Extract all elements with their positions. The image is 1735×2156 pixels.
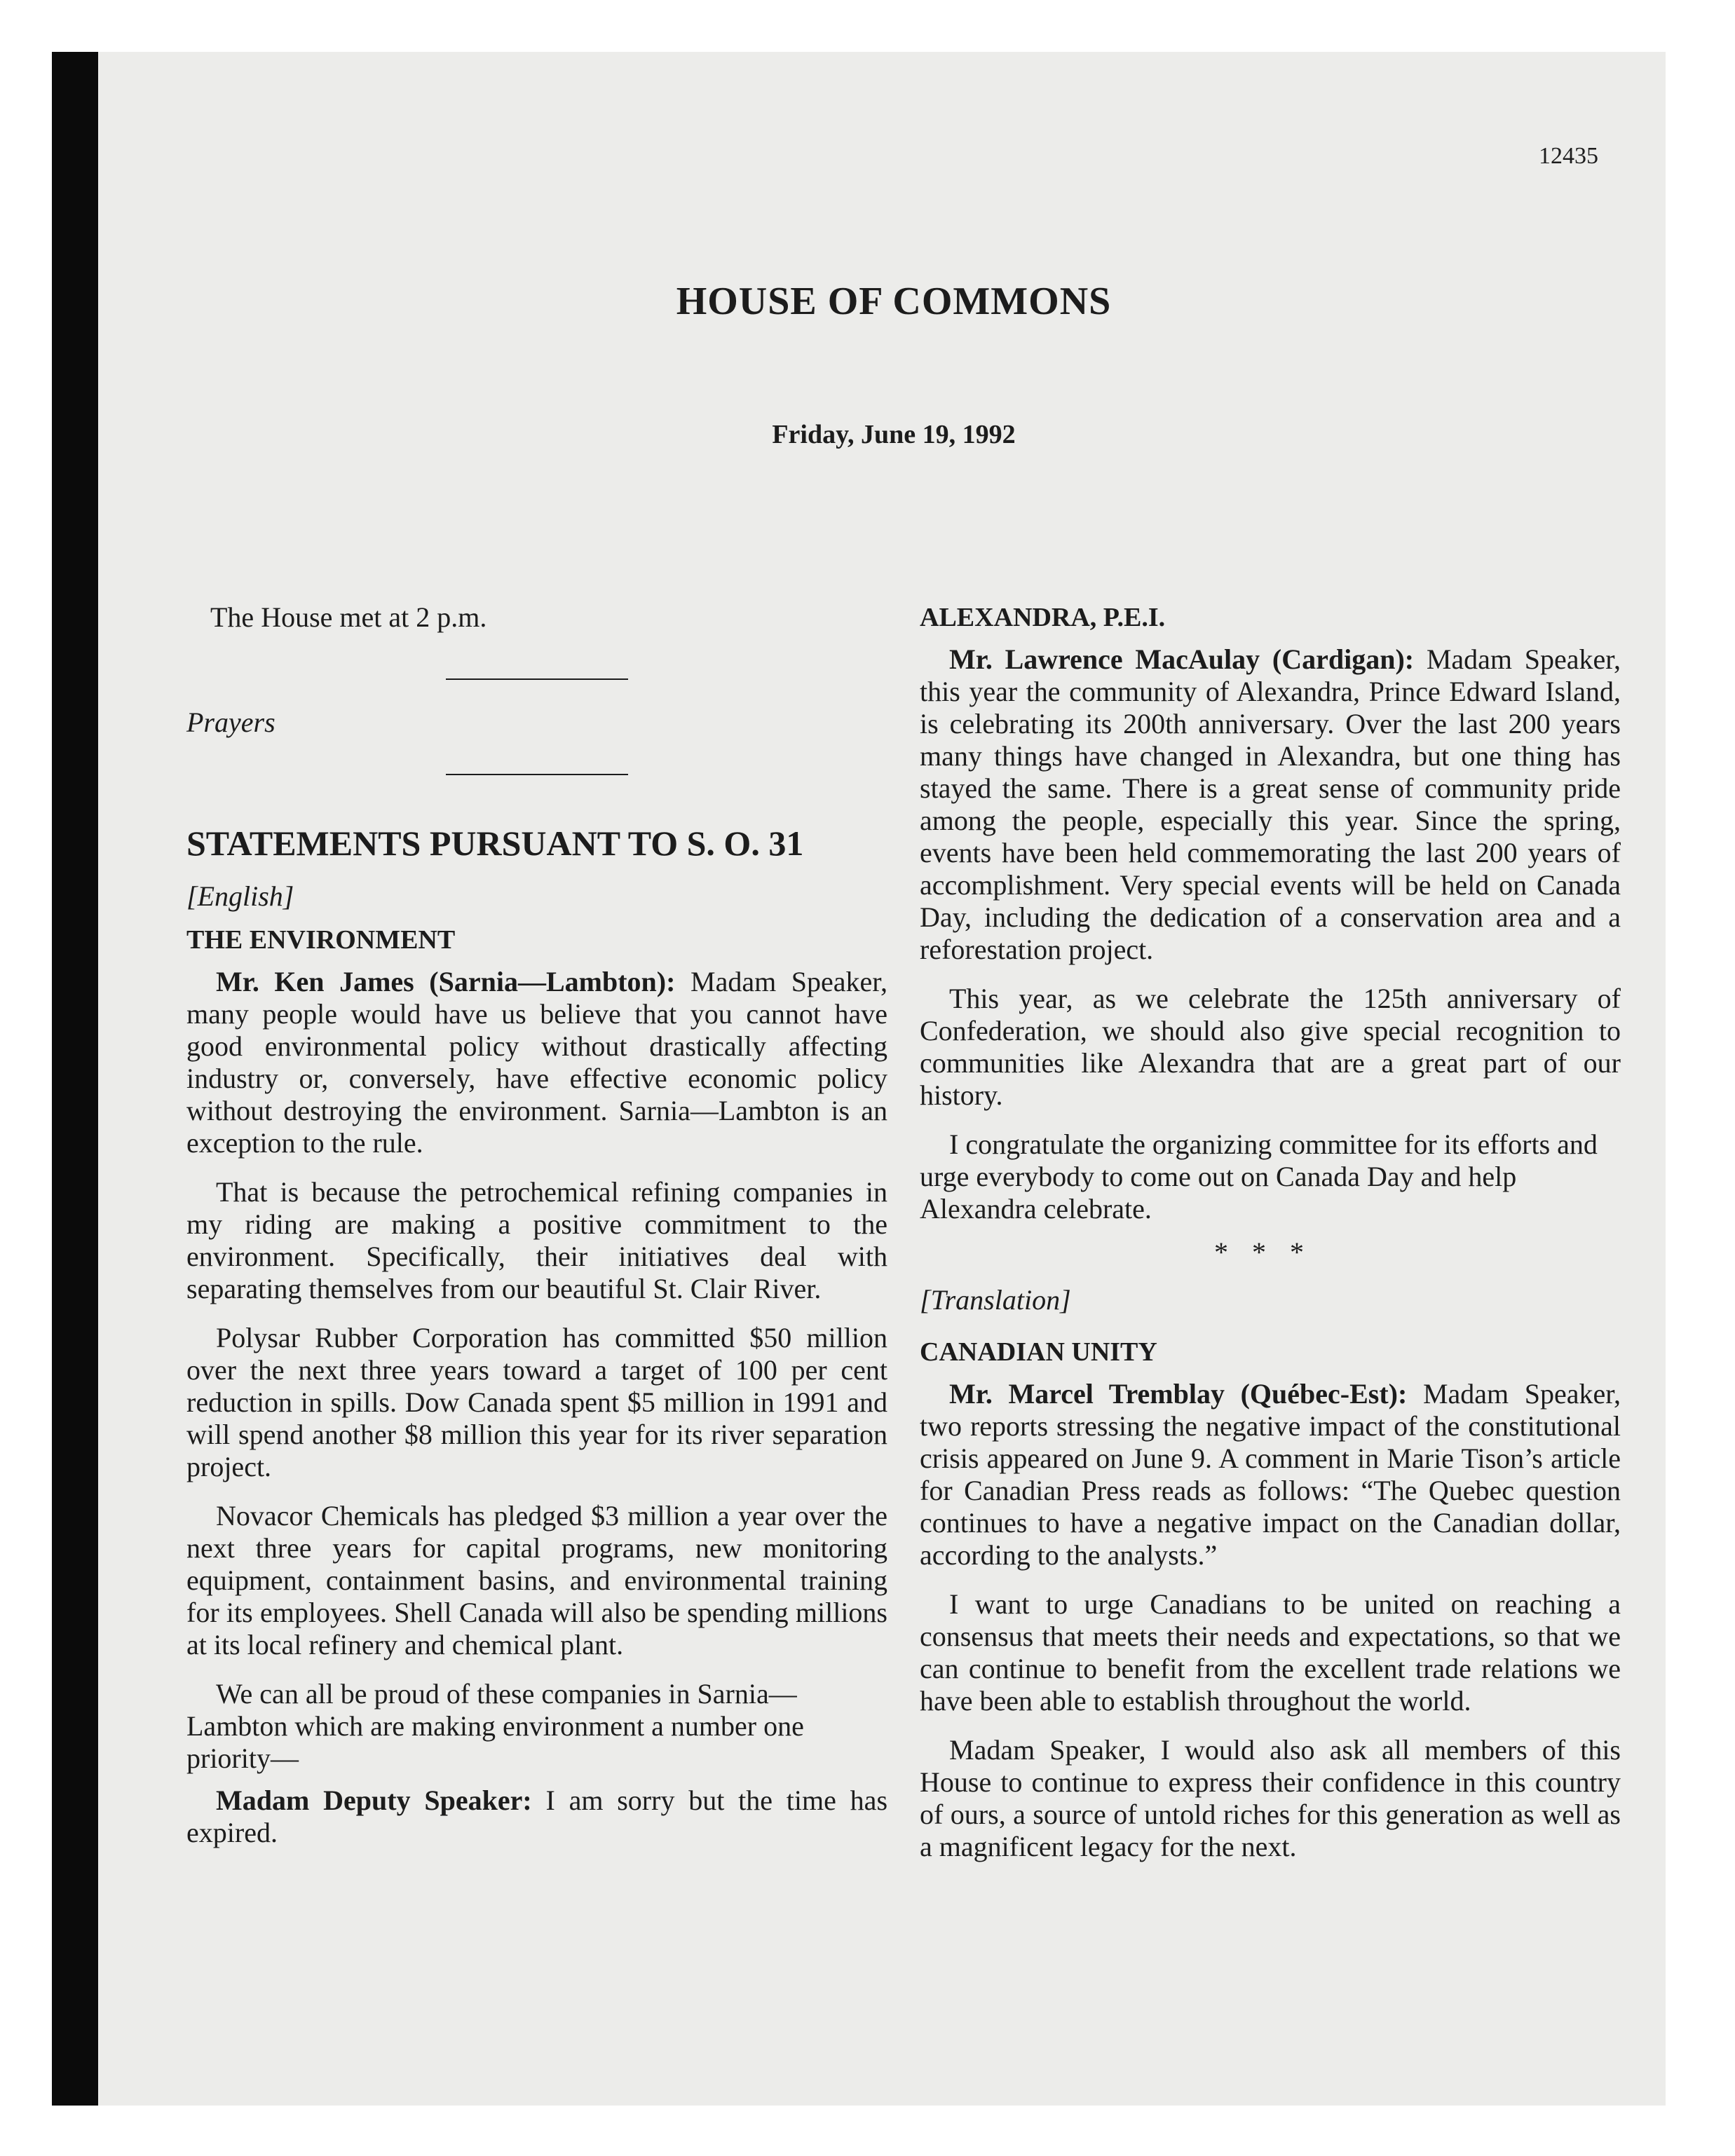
statement-text: Madam Speaker, this year the community of Alexandra, Prince Edward Island, is celebrating its 200th anniversary. Over the last 200 years many things have changed in Alexandra, but one thing has stayed the same. There is a great sense of community pride among the people, especially this year. Since the spring, events have been held commemorating the last 200 years of accomplishment. Very special events will be held on Canada Day, including the dedication of a conservation area and a reforestation project. (920, 643, 1621, 965)
house-title: HOUSE OF COMMONS (676, 280, 1112, 323)
binding-edge (52, 52, 98, 2106)
statement-paragraph: That is because the petrochemical refining companies in my riding are making a positive commitment to the environment. Specifically, their initiatives deal with separating themselves from our beautiful St. Clair River. (186, 1176, 887, 1304)
prayers-label: Prayers (186, 707, 275, 738)
statement-paragraph: I want to urge Canadians to be united on reaching a consensus that meets their needs and expectations, so that we can continue to benefit from the excellent trade relations we have been able to establish throughout the world. (920, 1588, 1621, 1717)
statement-paragraph: Novacor Chemicals has pledged $3 million a year over the next three years for capital programs, new monitoring equipment, containment basins, and environmental training for its employees. Shell Canada will also be spending millions at its local refinery and chemical plant. (186, 1500, 887, 1660)
speaker-name: Madam Deputy Speaker: (216, 1785, 532, 1816)
subhead-canadian-unity: CANADIAN UNITY (920, 1337, 1157, 1367)
statement-text: I am sorry but the time has expired. (186, 1785, 888, 1848)
statement-text: Madam Speaker, two reports stressing the negative impact of the constitutional crisis appeared on June 9. A comment in Marie Tison’s article for Canadian Press reads as follows: “The Quebec question continues to have a negative impact on the Canadian dollar, according to the analysts.” (920, 1378, 1621, 1571)
speaker-name: Mr. Marcel Tremblay (Québec-Est): (949, 1378, 1408, 1410)
sitting-date: Friday, June 19, 1992 (772, 420, 1016, 449)
statement-paragraph: Madam Speaker, I would also ask all members of this House to continue to express their confidence in this country of ours, a source of untold riches for this generation as well as a magnificent legacy for the next. (920, 1734, 1621, 1862)
section-separator-stars: * * * (1214, 1236, 1312, 1268)
section-heading: STATEMENTS PURSUANT TO S. O. 31 (186, 824, 804, 863)
left-column (186, 601, 887, 1849)
statement-paragraph (186, 966, 887, 1159)
speaker-name: Mr. Lawrence MacAulay (Cardigan): (949, 643, 1415, 675)
right-column (920, 601, 1621, 1863)
language-tag: [English] (186, 880, 294, 912)
statement-paragraph: This year, as we celebrate the 125th anniversary of Confederation, we should also give special recognition to communities like Alexandra that are a great part of our history. (920, 983, 1621, 1111)
statement-text: Madam Speaker, many people would have us believe that you cannot have good environmental policy without drastically affecting industry or, conversely, have effective economic policy without destroying the environment. Sarnia—Lambton is an exception to the rule. (186, 966, 887, 1159)
statement-paragraph (186, 1785, 887, 1849)
statement-paragraph: We can all be proud of these companies in Sarnia—Lambton which are making environment a number one priority— (186, 1678, 804, 1774)
language-tag: [Translation] (920, 1284, 1071, 1316)
statement-paragraph (920, 643, 1621, 966)
subhead-alexandra: ALEXANDRA, P.E.I. (920, 603, 1166, 632)
subhead-environment: THE ENVIRONMENT (186, 925, 456, 955)
page-number: 12435 (1539, 143, 1598, 169)
house-met-line: The House met at 2 p.m. (210, 601, 487, 633)
statement-paragraph (920, 1378, 1621, 1571)
statement-paragraph: Polysar Rubber Corporation has committed $50 million over the next three years toward a target of 100 per cent reduction in spills. Dow Canada spent $5 million in 1991 and will spend another $8 million this year for its river separation project. (186, 1322, 887, 1482)
statement-paragraph: I congratulate the organizing committee for its efforts and urge everybody to come out on Canada Day and help Alexandra celebrate. (920, 1128, 1598, 1224)
speaker-name: Mr. Ken James (Sarnia—Lambton): (216, 966, 676, 997)
